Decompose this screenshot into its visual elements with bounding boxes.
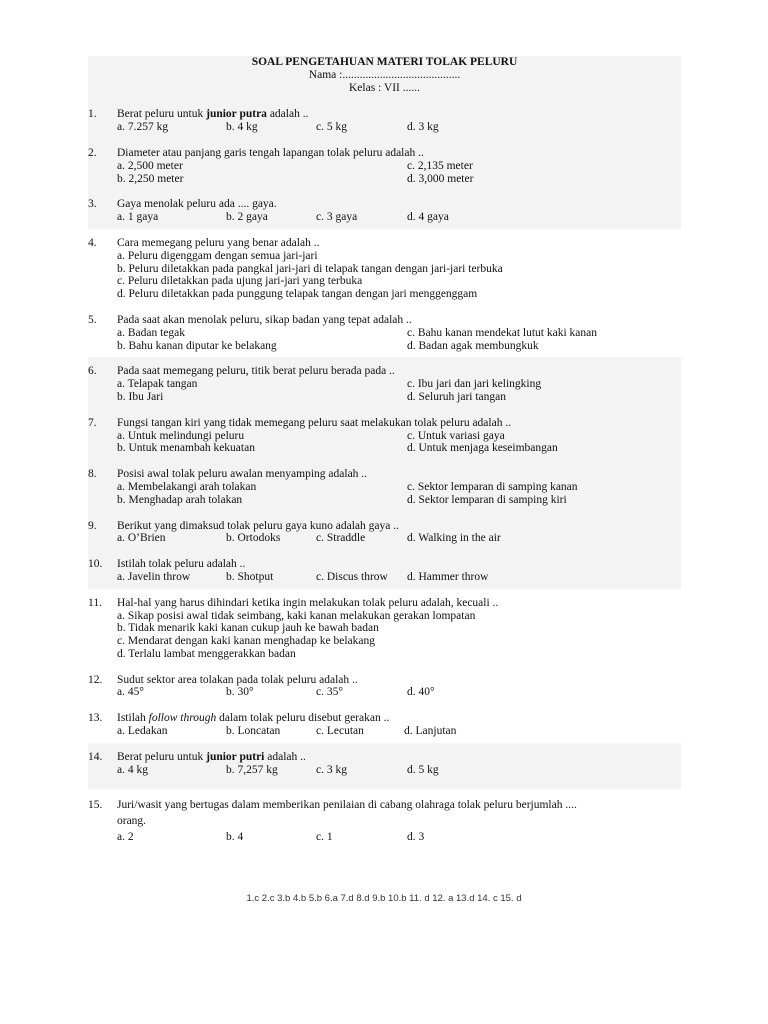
question-12 [88, 666, 681, 705]
option-b: b. 30° [226, 686, 254, 699]
option-d: d. Hammer throw [407, 570, 489, 583]
option-a: a. Ledakan [117, 725, 168, 738]
question-13 [88, 704, 681, 743]
option-c: c. Untuk variasi gaya [407, 429, 505, 442]
option-d: d. Terlalu lambat menggerakkan badan [117, 647, 296, 660]
options-row [117, 211, 681, 224]
question-number: 3. [88, 198, 97, 211]
option-b: b. Untuk menambah kekuatan [117, 442, 255, 455]
options-row [117, 571, 681, 584]
question-text: Cara memegang peluru yang benar adalah .. [117, 236, 320, 249]
option-a: a. Untuk melindungi peluru [117, 429, 245, 442]
option-c: c. Mendarat dengan kaki kanan menghadap ke belakang [117, 635, 376, 648]
worksheet-title: SOAL PENGETAHUAN MATERI TOLAK PELURU [251, 56, 518, 68]
options-row [117, 829, 681, 845]
option-d: d. 3 kg [407, 121, 439, 134]
question-9 [88, 512, 681, 551]
question-text: Sudut sektor area tolakan pada tolak peluru adalah .. [117, 673, 358, 686]
option-a: a. Membelakangi arah tolakan [117, 480, 257, 493]
option-a: a. Javelin throw [117, 570, 191, 583]
question-11 [88, 589, 681, 666]
question-10 [88, 550, 681, 589]
question-number: 15. [88, 799, 103, 812]
question-14 [88, 743, 681, 790]
question-text: Istilah tolak peluru adalah .. [117, 558, 246, 571]
option-c: c. Lecutan [316, 725, 364, 738]
options-row [117, 764, 681, 785]
question-number: 9. [88, 519, 97, 532]
question-text-part: adalah .. [266, 108, 309, 121]
question-text: Hal-hal yang harus dihindari ketika ingin melakukan tolak peluru adalah, kecuali .. [117, 596, 499, 609]
option-a: a. O’Brien [117, 532, 166, 545]
question-number: 4. [88, 236, 97, 249]
question-text [117, 108, 681, 121]
option-a: a. 1 gaya [117, 211, 159, 224]
option-d: d. Peluru diletakkan pada punggung telapak tangan dengan jari menggenggam [117, 288, 478, 301]
options-row [117, 160, 681, 173]
option-d: d. 40° [407, 686, 435, 699]
question-text: Diameter atau panjang garis tengah lapangan tolak peluru adalah .. [117, 146, 424, 159]
option-a: a. Badan tegak [117, 326, 186, 339]
question-number: 1. [88, 108, 97, 121]
option-d: d. Badan agak membungkuk [407, 339, 539, 352]
option-c: c. 3 gaya [316, 211, 358, 224]
question-text: Gaya menolak peluru ada .... gaya. [117, 198, 277, 211]
option-d: d. 5 kg [407, 763, 439, 776]
question-2 [88, 139, 681, 190]
option-b: b. Ibu Jari [117, 390, 164, 403]
question-4 [88, 229, 681, 306]
option-b: b. Bahu kanan diputar ke belakang [117, 339, 277, 352]
option-d: d. 4 gaya [407, 211, 449, 224]
option-c: c. 35° [316, 686, 343, 699]
question-number: 6. [88, 365, 97, 378]
option-d: d. Sektor lemparan di samping kiri [407, 493, 567, 506]
options-row [117, 430, 681, 443]
question-1 [88, 100, 681, 139]
option-d: d. Untuk menjaga keseimbangan [407, 442, 558, 455]
options-row [117, 725, 681, 738]
name-field: Nama :......................................... [308, 68, 461, 81]
options-row [117, 442, 681, 455]
option-b: b. Loncatan [226, 725, 281, 738]
question-number: 11. [88, 596, 102, 609]
question-8 [88, 460, 681, 511]
question-text-part: dalam tolak peluru disebut gerakan .. [216, 712, 390, 725]
question-number: 12. [88, 673, 103, 686]
question-text: Berikut yang dimaksud tolak peluru gaya kuno adalah gaya .. [117, 519, 399, 532]
option-c: c. Peluru diletakkan pada ujung jari-jari yang terbuka [117, 275, 363, 288]
question-text: Juri/wasit yang bertugas dalam memberikan penilaian di cabang olahraga tolak peluru berjumlah .... [117, 799, 577, 812]
option-c: c. Sektor lemparan di samping kanan [407, 480, 578, 493]
option-b: b. 2,250 meter [117, 172, 184, 185]
option-c: c. Discus throw [316, 570, 388, 583]
question-text: Pada saat akan menolak peluru, sikap badan yang tepat adalah .. [117, 313, 412, 326]
question-6 [88, 357, 681, 408]
question-text: Posisi awal tolak peluru awalan menyamping adalah .. [117, 468, 368, 481]
question-text-bold: junior putra [206, 108, 267, 121]
question-text-part: Istilah [117, 712, 149, 725]
worksheet-header [88, 56, 681, 100]
option-b: b. 2 gaya [226, 211, 268, 224]
question-text-bold: junior putri [206, 750, 265, 763]
question-text: Fungsi tangan kiri yang tidak memegang peluru saat melakukan tolak peluru adalah .. [117, 416, 512, 429]
worksheet [88, 56, 681, 850]
option-b: b. 7,257 kg [226, 763, 278, 776]
option-d: d. 3 [407, 831, 425, 844]
option-a: a. 4 kg [117, 763, 148, 776]
question-number: 8. [88, 468, 97, 481]
option-a: a. 2,500 meter [117, 159, 183, 172]
question-15 [88, 789, 681, 850]
option-d: d. Lanjutan [404, 725, 457, 738]
option-b: b. 4 [226, 831, 244, 844]
option-c: c. 3 kg [316, 763, 347, 776]
options-row [117, 391, 681, 404]
option-a: a. 45° [117, 686, 144, 699]
option-a: a. 2 [117, 831, 134, 844]
answer-key: 1.c 2.c 3.b 4.b 5.b 6.a 7.d 8.d 9.b 10.b 11. d 12. a 13.d 14. c 15. d [246, 893, 522, 904]
option-b: b. 4 kg [226, 121, 258, 134]
question-number: 2. [88, 146, 97, 159]
option-c: c. Ibu jari dan jari kelingking [407, 378, 542, 391]
option-c: c. Bahu kanan mendekat lutut kaki kanan [407, 326, 598, 339]
option-c: c. 1 [316, 831, 333, 844]
options-row [117, 494, 681, 507]
options-row [117, 686, 681, 699]
question-3 [88, 190, 681, 229]
option-a: a. Peluru digenggam dengan semua jari-jari [117, 249, 318, 262]
question-text-italic: follow through [148, 712, 217, 725]
question-text-part: Berat peluru untuk [117, 108, 207, 121]
option-d: d. Seluruh jari tangan [407, 390, 507, 403]
options-row [117, 327, 681, 340]
option-a: a. 7.257 kg [117, 121, 169, 134]
options-row [117, 121, 681, 134]
options-row [117, 378, 681, 391]
option-b: b. Peluru diletakkan pada pangkal jari-jari di telapak tangan dengan jari-jari terbuka [117, 262, 503, 275]
class-field: Kelas : VII ...... [348, 81, 420, 94]
question-number: 5. [88, 313, 97, 326]
option-a: a. Sikap posisi awal tidak seimbang, kaki kanan melakukan gerakan lompatan [117, 609, 476, 622]
question-number: 10. [88, 558, 103, 571]
option-b: b. Shotput [226, 570, 274, 583]
options-row [117, 481, 681, 494]
question-5 [88, 306, 681, 357]
options-row [117, 532, 681, 545]
question-7 [88, 409, 681, 460]
question-text-part: adalah .. [264, 750, 306, 763]
option-b: b. Ortodoks [226, 532, 281, 545]
question-number: 7. [88, 416, 97, 429]
question-number: 13. [88, 712, 103, 725]
question-text: Pada saat memegang peluru, titik berat peluru berada pada .. [117, 365, 395, 378]
option-c: c. 2,135 meter [407, 159, 473, 172]
question-number: 14. [88, 750, 103, 763]
option-d: d. 3,000 meter [407, 172, 474, 185]
option-d: d. Walking in the air [407, 532, 501, 545]
option-a: a. Telapak tangan [117, 378, 198, 391]
option-b: b. Menghadap arah tolakan [117, 493, 243, 506]
option-b: b. Tidak menarik kaki kanan cukup jauh ke bawah badan [117, 622, 379, 635]
question-text-continued: orang. [117, 815, 147, 828]
options-row [117, 173, 681, 186]
options-row [117, 340, 681, 353]
option-c: c. Straddle [316, 532, 366, 545]
question-text-part: Berat peluru untuk [117, 750, 207, 763]
question-text [117, 751, 681, 764]
option-c: c. 5 kg [316, 121, 347, 134]
question-text [117, 712, 681, 725]
